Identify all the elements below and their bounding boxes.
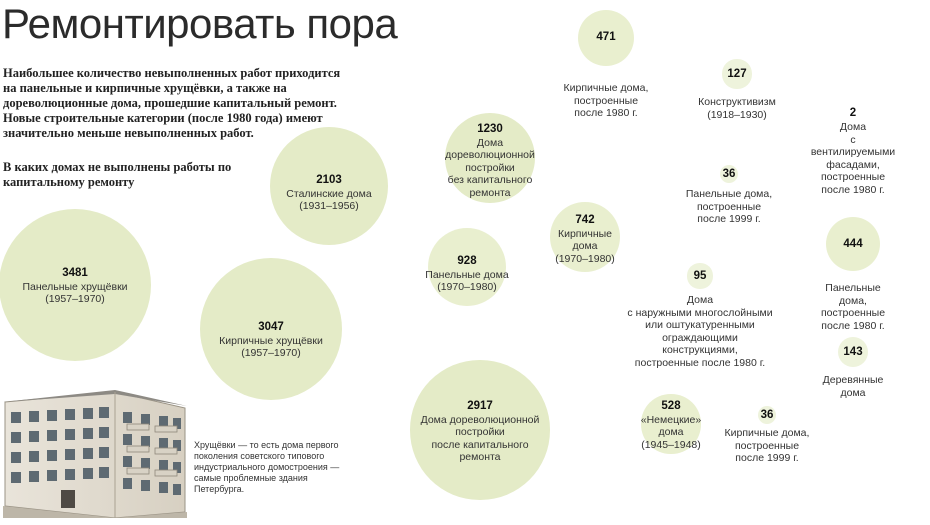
bubble-value: 471	[596, 31, 616, 43]
bubble-value: 2103	[316, 174, 342, 186]
bubble-label	[425, 255, 508, 294]
bubble-label	[564, 82, 649, 120]
bubble-value: 444	[843, 238, 863, 250]
bubble-label	[698, 96, 776, 121]
bubble-label-value	[596, 31, 615, 45]
bubble-label	[22, 267, 127, 306]
khrushchevka-illustration	[3, 378, 188, 518]
page-title: Ремонтировать пора	[2, 0, 398, 47]
bubble-value: 36	[722, 168, 736, 180]
bubble-label	[686, 188, 772, 226]
bubble-value: 3047	[258, 321, 284, 333]
bubble-value: 528	[661, 400, 681, 412]
bubble-label	[725, 427, 810, 465]
bubble-category: Дома с наружными многослойными или оштукатуренными ограждающими конструкциями, построенные после 1980 г.	[627, 294, 773, 369]
bubble-label	[811, 121, 895, 196]
bubble-category: Дома с вентилируемыми фасадами, построенные после 1980 г.	[810, 121, 896, 196]
bubble-value: 143	[843, 346, 863, 358]
bubble-label	[823, 374, 884, 399]
bubble-label	[421, 400, 540, 464]
bubble-value: 36	[760, 409, 774, 421]
bubble-category: Панельные хрущёвки (1957–1970)	[22, 280, 128, 305]
bubble-label	[445, 123, 535, 199]
bubble-category: Сталинские дома (1931–1956)	[286, 187, 372, 212]
bubble-category: Кирпичные дома, построенные после 1980 г.	[563, 82, 649, 119]
bubble-category: Панельные дома, построенные после 1980 г.	[820, 282, 886, 332]
bubble-value: 2	[849, 107, 857, 119]
bubble-label	[286, 174, 371, 213]
bubble-label-value	[761, 409, 774, 423]
bubble-label	[815, 282, 892, 332]
chart-subtitle: В каких домах не выполнены работы по капитальному ремонту	[3, 160, 232, 189]
bubble-value: 742	[575, 214, 595, 226]
bubble-label	[627, 294, 772, 369]
bubble-value: 95	[693, 270, 707, 282]
bubble-label-value	[727, 68, 746, 82]
bubble-category: «Немецкие» дома (1945–1948)	[640, 413, 702, 451]
bubble-label	[219, 321, 323, 360]
bubble-category: Панельные дома, построенные после 1999 г.	[685, 188, 773, 225]
bubble-category: Кирпичные дома (1970–1980)	[555, 227, 615, 265]
bubble-label-value	[694, 270, 707, 284]
bubble-value: 3481	[62, 267, 88, 279]
bubble-label	[555, 214, 615, 265]
bubble-category: Кирпичные хрущёвки (1957–1970)	[219, 334, 323, 359]
bubble-label-value	[850, 107, 856, 121]
bubble-label	[641, 400, 701, 451]
bubble-value: 127	[727, 68, 747, 80]
bubble-value: 1230	[477, 123, 503, 135]
bubble-label-value	[843, 238, 862, 252]
bubble-category: Дома дореволюционной постройки без капитального ремонта	[445, 136, 535, 199]
bubble-label-value	[723, 168, 736, 182]
bubble-category: Панельные дома (1970–1980)	[425, 268, 509, 293]
bubble-category: Кирпичные дома, построенные после 1999 г.	[724, 427, 810, 464]
bubble-category: Деревянные дома	[822, 374, 884, 399]
illustration-caption: Хрущёвки — то есть дома первого поколения советского типового индустриального домостроения — самые проблемные здания Петербурга.	[194, 440, 340, 494]
bubble-value: 2917	[467, 400, 493, 412]
bubble-value: 928	[457, 255, 477, 267]
bubble-category: Дома дореволюционной постройки после капитального ремонта	[420, 413, 540, 463]
intro-text: Наибольшее количество невыполненных работ приходится на панельные и кирпичные хрущёвки, а также на дореволюционные дома, прошедшие капитальный ремонт. Новые строительные категории (после 1980 года) имеют значительно меньше невыполненных работ.	[3, 66, 341, 140]
bubble-label-value	[843, 346, 862, 360]
bubble-category: Конструктивизм (1918–1930)	[698, 96, 776, 121]
